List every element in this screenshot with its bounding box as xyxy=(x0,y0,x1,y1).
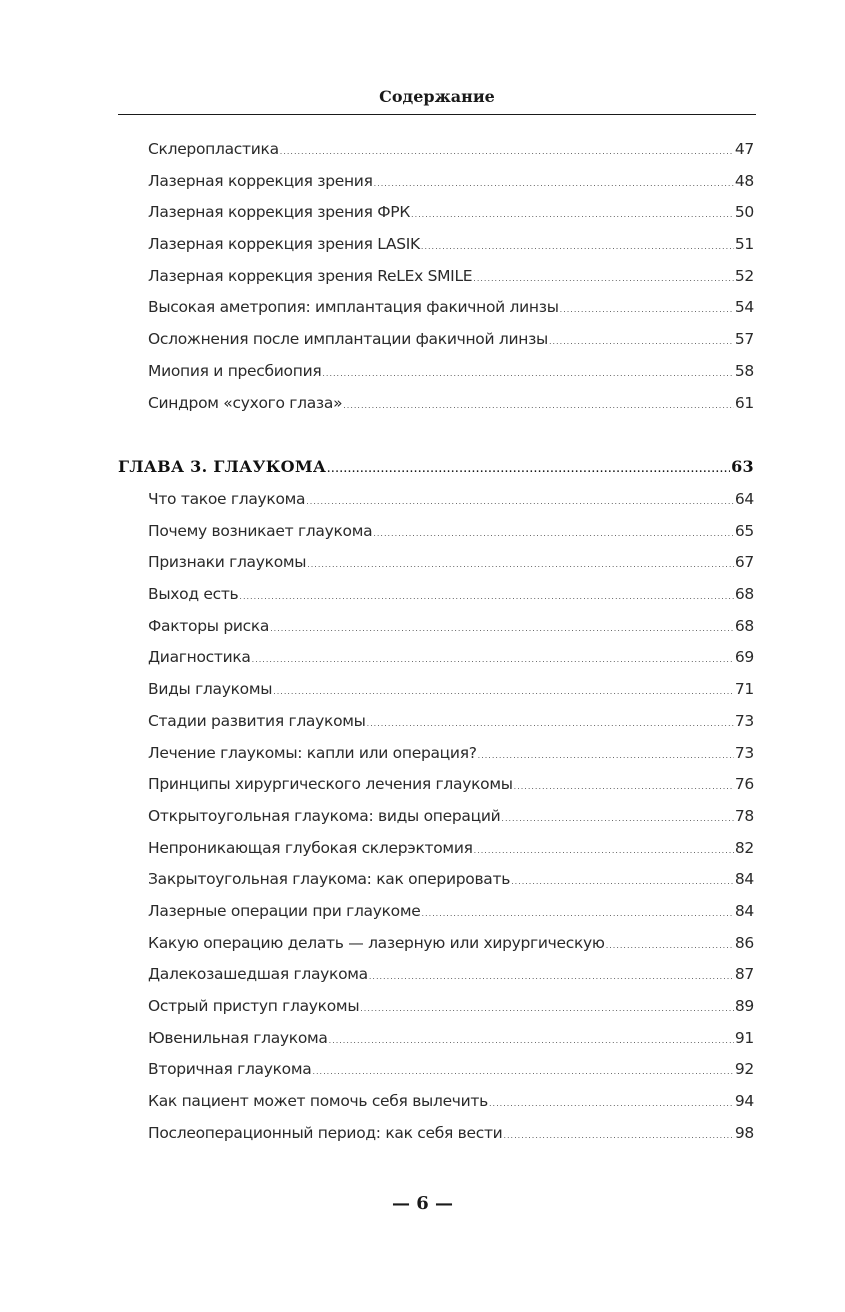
toc-entry-page: 54 xyxy=(734,298,754,317)
toc-entry[interactable] xyxy=(118,807,754,839)
dot-leader xyxy=(327,465,730,475)
dot-leader xyxy=(422,909,734,918)
dot-leader xyxy=(511,877,734,886)
toc-entry-title: Высокая аметропия: имплантация факичной линзы xyxy=(148,298,559,317)
toc-entry-title: Диагностика xyxy=(148,648,251,667)
toc-entry[interactable] xyxy=(118,648,754,680)
toc-entry-title: Осложнения после имплантации факичной линзы xyxy=(148,330,548,349)
toc-entry-title: Открытоугольная глаукома: виды операций xyxy=(148,806,501,825)
toc-entry-page: 84 xyxy=(734,901,754,920)
toc-entry-page: 57 xyxy=(734,330,754,349)
toc-entry-page: 47 xyxy=(734,140,754,158)
toc-section-previous xyxy=(118,140,754,425)
toc-entry-page: 92 xyxy=(734,1060,754,1079)
toc-entry-title: Почему возникает глаукома xyxy=(148,521,373,540)
toc-entry-page: 68 xyxy=(734,616,754,635)
toc-entry-title: Синдром «сухого глаза» xyxy=(148,393,343,412)
toc-entry-page: 98 xyxy=(734,1123,754,1142)
toc-entry[interactable] xyxy=(118,1092,754,1124)
toc-entry[interactable] xyxy=(118,330,754,362)
toc-entry-title: Как пациент может помочь себя вылечить xyxy=(148,1092,488,1111)
toc-entry-title: Что такое глаукома xyxy=(148,490,306,508)
toc-entry-page: 69 xyxy=(734,648,754,667)
toc-entry-title: Далекозашедшая глаукома xyxy=(148,965,368,984)
toc-entry-page: 67 xyxy=(734,553,754,572)
toc-entry-title: Послеоперационный период: как себя вести xyxy=(148,1123,503,1142)
toc-entry-page: 68 xyxy=(734,585,754,604)
header-rule xyxy=(118,114,756,115)
toc-entry[interactable] xyxy=(118,997,754,1029)
toc-entry-page: 89 xyxy=(734,997,754,1015)
toc-entry-page: 76 xyxy=(734,775,754,794)
toc-entry-page: 52 xyxy=(734,266,754,285)
dot-leader xyxy=(514,782,734,791)
dot-leader xyxy=(367,719,734,728)
toc-entry[interactable] xyxy=(118,934,754,966)
toc-entry-title: Закрытоугольная глаукома: как оперировать xyxy=(148,870,511,889)
toc-entry-page: 51 xyxy=(734,235,754,254)
dot-leader xyxy=(239,592,733,601)
dot-leader xyxy=(343,401,734,410)
toc-entry[interactable] xyxy=(118,1060,754,1092)
toc-entry[interactable] xyxy=(118,617,754,649)
toc-entry-title: Лазерная коррекция зрения ФРК xyxy=(148,203,411,222)
toc-entry-title: Острый приступ глаукомы xyxy=(148,997,360,1015)
toc-entry-page: 78 xyxy=(734,806,754,825)
dot-leader xyxy=(473,274,734,283)
toc-entry[interactable] xyxy=(118,902,754,934)
dot-leader xyxy=(503,1131,733,1140)
dot-leader xyxy=(606,941,734,950)
dot-leader xyxy=(252,655,734,664)
toc-entry[interactable] xyxy=(118,744,754,776)
toc-entry-title: Лазерная коррекция зрения ReLEx SMILE xyxy=(148,266,473,285)
toc-entry[interactable] xyxy=(118,490,754,522)
toc-entry[interactable] xyxy=(118,298,754,330)
page-number: — 6 — xyxy=(391,1193,454,1214)
toc-entry-title: Стадии развития глаукомы xyxy=(148,711,366,730)
dot-leader xyxy=(312,1067,733,1076)
toc-entry[interactable] xyxy=(118,680,754,712)
dot-leader xyxy=(421,242,734,251)
toc-entry-page: 87 xyxy=(734,965,754,984)
toc-entry-page: 71 xyxy=(734,680,754,699)
toc-entry-page: 48 xyxy=(734,171,754,190)
dot-leader xyxy=(306,497,734,506)
toc-entry-page: 94 xyxy=(734,1092,754,1111)
dot-leader xyxy=(373,529,734,538)
toc-entry-title: Лазерная коррекция зрения LASIK xyxy=(148,235,420,254)
toc-entry-title: Признаки глаукомы xyxy=(148,553,307,572)
toc-entry-title: Склеропластика xyxy=(148,140,279,158)
toc-entry[interactable] xyxy=(118,870,754,902)
toc-entry[interactable] xyxy=(118,203,754,235)
dot-leader xyxy=(560,305,734,314)
toc-entry-page: 61 xyxy=(734,393,754,412)
toc-entry-page: 91 xyxy=(734,1028,754,1047)
toc-entry[interactable] xyxy=(118,172,754,204)
chapter-page: 63 xyxy=(731,457,754,476)
toc-entry[interactable] xyxy=(118,267,754,299)
toc-entry-page: 64 xyxy=(734,490,754,508)
toc-chapter-3 xyxy=(118,457,754,1155)
toc-entry-page: 65 xyxy=(734,521,754,540)
dot-leader xyxy=(489,1099,734,1108)
dot-leader xyxy=(478,751,734,760)
toc-entry[interactable] xyxy=(118,839,754,871)
toc-entry-page: 58 xyxy=(734,361,754,380)
toc-entry-page: 73 xyxy=(734,743,754,762)
toc-entry[interactable] xyxy=(118,965,754,997)
toc-entry-title: Непроникающая глубокая склерэктомия xyxy=(148,838,473,857)
dot-leader xyxy=(360,1004,734,1013)
toc-entry[interactable] xyxy=(118,585,754,617)
toc-entry-title: Принципы хирургического лечения глаукомы xyxy=(148,775,513,794)
toc-entry-page: 50 xyxy=(734,203,754,222)
toc-entry-page: 84 xyxy=(734,870,754,889)
toc-entry[interactable] xyxy=(118,775,754,807)
toc-entry[interactable] xyxy=(118,1029,754,1061)
toc-entry[interactable] xyxy=(118,1124,754,1156)
toc-entry[interactable] xyxy=(118,712,754,744)
toc-entry[interactable] xyxy=(118,362,754,394)
toc-entry-page: 73 xyxy=(734,711,754,730)
toc-entry-title: Какую операцию делать — лазерную или хирургическую xyxy=(148,933,605,952)
toc-entry-title: Виды глаукомы xyxy=(148,680,273,699)
chapter-title: ГЛАВА 3. ГЛАУКОМА xyxy=(118,457,327,476)
toc-entry-title: Вторичная глаукома xyxy=(148,1060,312,1079)
toc-entry-title: Выход есть xyxy=(148,585,239,604)
toc-entry-title: Миопия и пресбиопия xyxy=(148,361,322,380)
dot-leader xyxy=(270,624,734,633)
toc-entry[interactable] xyxy=(118,553,754,585)
toc-entry-title: Лазерные операции при глаукоме xyxy=(148,901,421,920)
dot-leader xyxy=(329,1036,734,1045)
dot-leader xyxy=(501,814,733,823)
toc-entry[interactable] xyxy=(118,235,754,267)
dot-leader xyxy=(273,687,734,696)
dot-leader xyxy=(280,147,734,156)
toc-entry[interactable] xyxy=(118,140,754,172)
dot-leader xyxy=(307,560,734,569)
dot-leader xyxy=(549,337,734,346)
toc-entry[interactable] xyxy=(118,522,754,554)
dot-leader xyxy=(374,179,734,188)
chapter-heading[interactable] xyxy=(118,457,754,490)
dot-leader xyxy=(322,369,734,378)
dot-leader xyxy=(369,972,734,981)
toc-entry-title: Лечение глаукомы: капли или операция? xyxy=(148,743,477,762)
dot-leader xyxy=(411,210,734,219)
dot-leader xyxy=(474,846,734,855)
toc-entry-title: Ювенильная глаукома xyxy=(148,1028,328,1047)
toc-entry[interactable] xyxy=(118,394,754,426)
toc-entry-title: Факторы риска xyxy=(148,616,270,635)
toc-entry-page: 86 xyxy=(734,933,754,952)
toc-entry-title: Лазерная коррекция зрения xyxy=(148,171,373,190)
running-head: Содержание xyxy=(379,87,495,106)
toc-entry-page: 82 xyxy=(734,838,754,857)
